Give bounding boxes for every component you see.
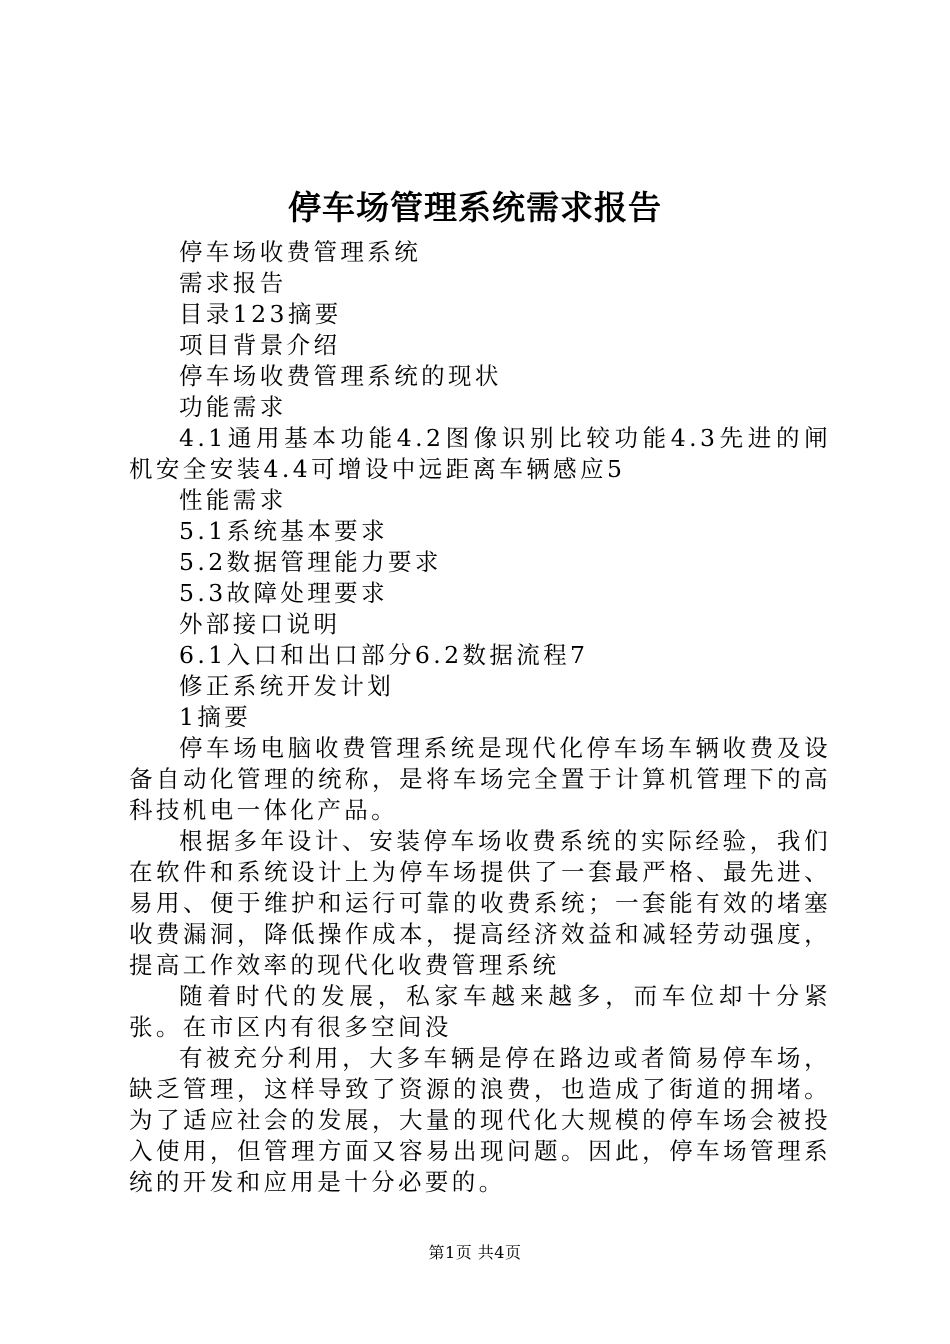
body-paragraph: 随着时代的发展，私家车越来越多，而车位却十分紧张。在市区内有很多空间没 <box>129 982 831 1041</box>
body-line: 性能需求 <box>179 486 287 514</box>
body-paragraph: 有被充分利用，大多车辆是停在路边或者简易停车场，缺乏管理，这样导致了资源的浪费，也造成了街道的拥堵。为了适应社会的发展，大量的现代化大规模的停车场会被投入使用，但管理方面又容易出现问题。因此，停车场管理系统的开发和应用是十分必要的。 <box>129 1044 831 1196</box>
body-line: 项目背景介绍 <box>179 331 341 359</box>
body-line: 修正系统开发计划 <box>179 672 395 700</box>
body-line: 需求报告 <box>179 269 287 297</box>
body-line: 6.1入口和出口部分6.2数据流程7 <box>179 641 589 669</box>
body-line: 停车场收费管理系统 <box>179 238 422 266</box>
body-line: 5.1系统基本要求 <box>179 517 388 545</box>
body-line: 停车场收费管理系统的现状 <box>179 362 502 390</box>
body-paragraph: 根据多年设计、安装停车场收费系统的实际经验，我们在软件和系统设计上为停车场提供了一套最严格、最先进、易用、便于维护和运行可靠的收费系统；一套能有效的堵塞收费漏洞，降低操作成本，提高经济效益和减轻劳动强度，提高工作效率的现代化收费管理系统 <box>129 827 831 979</box>
body-line: 功能需求 <box>179 393 287 421</box>
section-heading: 1摘要 <box>179 703 252 731</box>
page-footer: 第1页 共4页 <box>428 1243 522 1262</box>
body-line: 5.2数据管理能力要求 <box>179 548 442 576</box>
body-line: 5.3故障处理要求 <box>179 579 388 607</box>
body-line: 外部接口说明 <box>179 610 341 638</box>
body-paragraph: 4.1通用基本功能4.2图像识别比较功能4.3先进的闸机安全安装4.4可增设中远距离车辆感应5 <box>129 424 831 483</box>
document-body <box>129 237 831 1198</box>
body-paragraph: 停车场电脑收费管理系统是现代化停车场车辆收费及设备自动化管理的统称，是将车场完全置于计算机管理下的高科技机电一体化产品。 <box>129 734 831 824</box>
document-title: 停车场管理系统需求报告 <box>288 188 662 227</box>
body-line: 目录123摘要 <box>179 300 342 328</box>
